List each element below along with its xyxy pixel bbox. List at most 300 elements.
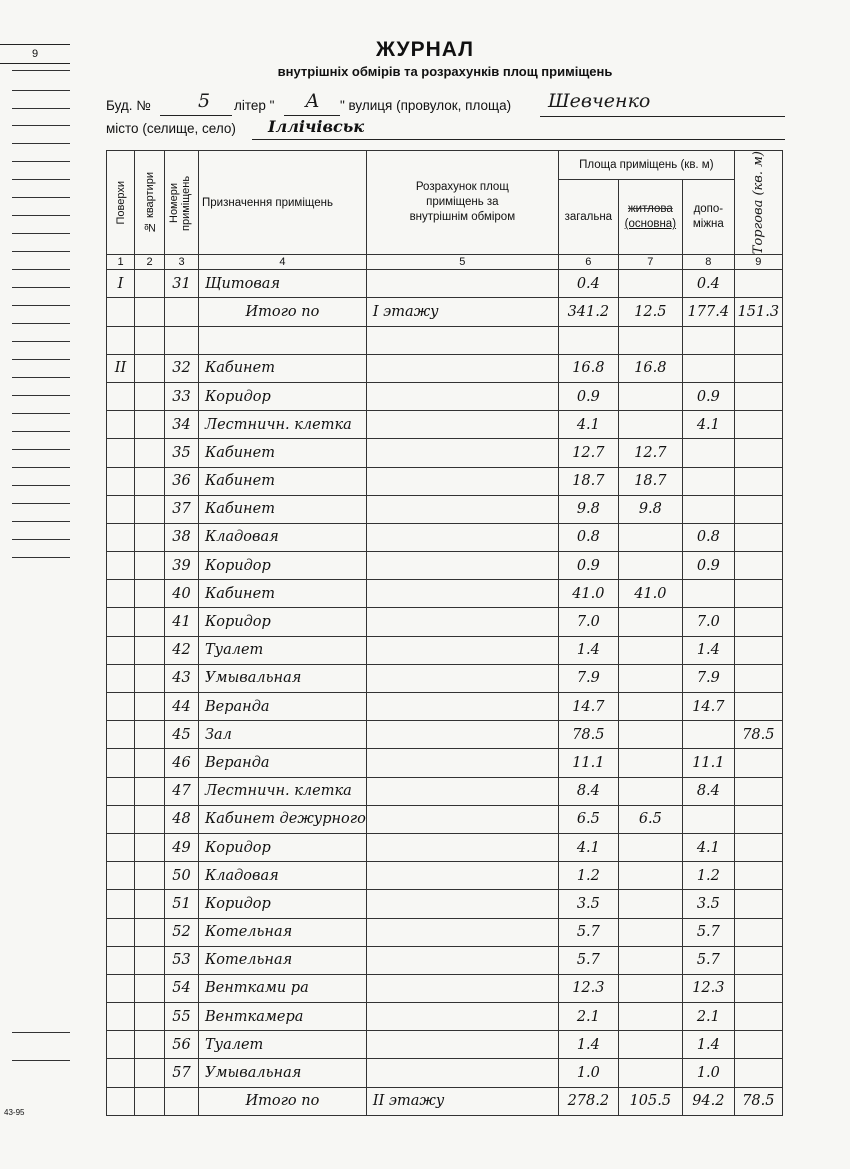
room-number-cell: 52 bbox=[165, 918, 199, 946]
auxiliary-area-cell bbox=[682, 805, 734, 833]
purpose-cell bbox=[199, 326, 367, 354]
apartment-cell bbox=[135, 918, 165, 946]
table-row bbox=[107, 523, 783, 551]
calculation-cell bbox=[366, 552, 558, 580]
trade-area-cell bbox=[734, 467, 782, 495]
apartment-cell bbox=[135, 298, 165, 326]
auxiliary-area-cell: 5.7 bbox=[682, 918, 734, 946]
table-row bbox=[107, 1003, 783, 1031]
apartment-cell bbox=[135, 1031, 165, 1059]
table-row bbox=[107, 833, 783, 861]
calculation-cell bbox=[366, 354, 558, 382]
col-purpose: Призначення приміщень bbox=[199, 151, 367, 255]
apartment-cell bbox=[135, 721, 165, 749]
purpose-cell: Вентками ра bbox=[199, 974, 367, 1002]
column-number: 6 bbox=[558, 255, 618, 270]
auxiliary-area-cell: 5.7 bbox=[682, 946, 734, 974]
total-area-cell: 2.1 bbox=[558, 1003, 618, 1031]
trade-area-cell bbox=[734, 664, 782, 692]
floor-cell bbox=[107, 298, 135, 326]
total-area-cell: 14.7 bbox=[558, 693, 618, 721]
page-number: 9 bbox=[0, 44, 70, 64]
calculation-cell bbox=[366, 918, 558, 946]
living-area-cell bbox=[618, 777, 682, 805]
apartment-cell bbox=[135, 693, 165, 721]
floor-cell bbox=[107, 749, 135, 777]
subtotal-row bbox=[107, 1087, 783, 1115]
purpose-cell: Умывальная bbox=[199, 664, 367, 692]
total-area-cell: 11.1 bbox=[558, 749, 618, 777]
apartment-cell bbox=[135, 805, 165, 833]
purpose-cell: Коридор bbox=[199, 890, 367, 918]
purpose-cell: Кабинет bbox=[199, 439, 367, 467]
auxiliary-area-cell bbox=[682, 439, 734, 467]
auxiliary-area-cell: 1.2 bbox=[682, 862, 734, 890]
trade-area-cell bbox=[734, 439, 782, 467]
apartment-cell bbox=[135, 1087, 165, 1115]
room-number-cell: 33 bbox=[165, 382, 199, 410]
room-number-cell bbox=[165, 298, 199, 326]
trade-area-cell bbox=[734, 1003, 782, 1031]
column-number: 3 bbox=[165, 255, 199, 270]
calculation-cell bbox=[366, 608, 558, 636]
trade-area-cell bbox=[734, 523, 782, 551]
table-row bbox=[107, 326, 783, 354]
total-area-cell: 41.0 bbox=[558, 580, 618, 608]
calculation-cell bbox=[366, 1059, 558, 1087]
purpose-cell: Коридор bbox=[199, 833, 367, 861]
room-number-cell: 49 bbox=[165, 833, 199, 861]
street-value: Шевченко bbox=[548, 90, 651, 112]
floor-cell bbox=[107, 721, 135, 749]
table-row bbox=[107, 354, 783, 382]
room-number-cell: 39 bbox=[165, 552, 199, 580]
floor-cell bbox=[107, 382, 135, 410]
floor-cell bbox=[107, 805, 135, 833]
living-area-cell: 12.7 bbox=[618, 439, 682, 467]
liter-value: А bbox=[305, 90, 320, 112]
trade-area-cell bbox=[734, 890, 782, 918]
apartment-cell bbox=[135, 354, 165, 382]
table-row bbox=[107, 382, 783, 410]
total-area-cell: 12.7 bbox=[558, 439, 618, 467]
living-area-cell bbox=[618, 918, 682, 946]
table-row bbox=[107, 636, 783, 664]
apartment-cell bbox=[135, 382, 165, 410]
trade-area-cell bbox=[734, 552, 782, 580]
apartment-cell bbox=[135, 608, 165, 636]
auxiliary-area-cell: 94.2 bbox=[682, 1087, 734, 1115]
living-area-cell: 18.7 bbox=[618, 467, 682, 495]
col-floors: Поверхи bbox=[107, 151, 135, 255]
living-area-cell: 9.8 bbox=[618, 495, 682, 523]
living-area-cell bbox=[618, 1059, 682, 1087]
auxiliary-area-cell: 7.0 bbox=[682, 608, 734, 636]
purpose-cell: Итого по bbox=[199, 1087, 367, 1115]
page-title: ЖУРНАЛ bbox=[376, 38, 474, 61]
table-row bbox=[107, 693, 783, 721]
calculation-cell bbox=[366, 523, 558, 551]
calculation-cell: I этажу bbox=[366, 298, 558, 326]
auxiliary-area-cell: 1.0 bbox=[682, 1059, 734, 1087]
bud-value: 5 bbox=[197, 90, 211, 112]
floor-cell bbox=[107, 439, 135, 467]
living-area-cell bbox=[618, 552, 682, 580]
calculation-cell bbox=[366, 833, 558, 861]
calculation-cell bbox=[366, 805, 558, 833]
calculation-cell bbox=[366, 382, 558, 410]
auxiliary-area-cell: 177.4 bbox=[682, 298, 734, 326]
living-area-cell bbox=[618, 1003, 682, 1031]
table-row bbox=[107, 608, 783, 636]
living-area-cell bbox=[618, 693, 682, 721]
apartment-cell bbox=[135, 777, 165, 805]
calculation-cell bbox=[366, 664, 558, 692]
table-row bbox=[107, 439, 783, 467]
purpose-cell: Умывальная bbox=[199, 1059, 367, 1087]
auxiliary-area-cell: 4.1 bbox=[682, 833, 734, 861]
floor-cell bbox=[107, 974, 135, 1002]
purpose-cell: Коридор bbox=[199, 608, 367, 636]
purpose-cell: Зал bbox=[199, 721, 367, 749]
rooms-table bbox=[106, 150, 783, 1116]
trade-area-cell bbox=[734, 777, 782, 805]
trade-area-cell bbox=[734, 946, 782, 974]
trade-area-cell bbox=[734, 1031, 782, 1059]
table-row bbox=[107, 805, 783, 833]
floor-cell bbox=[107, 946, 135, 974]
living-area-cell bbox=[618, 890, 682, 918]
trade-area-cell bbox=[734, 382, 782, 410]
room-number-cell: 37 bbox=[165, 495, 199, 523]
room-number-cell bbox=[165, 1087, 199, 1115]
living-area-cell bbox=[618, 636, 682, 664]
floor-cell bbox=[107, 833, 135, 861]
trade-area-cell bbox=[734, 326, 782, 354]
apartment-cell bbox=[135, 664, 165, 692]
trade-area-cell: 78.5 bbox=[734, 721, 782, 749]
living-area-cell: 12.5 bbox=[618, 298, 682, 326]
auxiliary-area-cell: 2.1 bbox=[682, 1003, 734, 1031]
trade-area-cell bbox=[734, 862, 782, 890]
calculation-cell bbox=[366, 1031, 558, 1059]
total-area-cell: 5.7 bbox=[558, 946, 618, 974]
room-number-cell: 41 bbox=[165, 608, 199, 636]
trade-area-cell bbox=[734, 918, 782, 946]
auxiliary-area-cell: 0.9 bbox=[682, 382, 734, 410]
col-apartment: № квартири bbox=[135, 151, 165, 255]
purpose-cell: Туалет bbox=[199, 636, 367, 664]
total-area-cell: 1.0 bbox=[558, 1059, 618, 1087]
room-number-cell bbox=[165, 326, 199, 354]
purpose-cell: Коридор bbox=[199, 552, 367, 580]
floor-cell bbox=[107, 1059, 135, 1087]
calculation-cell bbox=[366, 777, 558, 805]
floor-cell: II bbox=[107, 354, 135, 382]
total-area-cell: 8.4 bbox=[558, 777, 618, 805]
floor-cell bbox=[107, 326, 135, 354]
apartment-cell bbox=[135, 636, 165, 664]
living-area-cell: 16.8 bbox=[618, 354, 682, 382]
apartment-cell bbox=[135, 411, 165, 439]
purpose-cell: Коридор bbox=[199, 382, 367, 410]
trade-area-cell bbox=[734, 580, 782, 608]
room-number-cell: 31 bbox=[165, 270, 199, 298]
trade-area-cell: 78.5 bbox=[734, 1087, 782, 1115]
table-row bbox=[107, 580, 783, 608]
living-area-cell: 41.0 bbox=[618, 580, 682, 608]
living-area-cell bbox=[618, 608, 682, 636]
purpose-cell: Кабинет дежурного bbox=[199, 805, 367, 833]
floor-cell bbox=[107, 552, 135, 580]
calculation-cell bbox=[366, 1003, 558, 1031]
floor-cell bbox=[107, 580, 135, 608]
floor-cell bbox=[107, 523, 135, 551]
auxiliary-area-cell: 0.8 bbox=[682, 523, 734, 551]
auxiliary-area-cell bbox=[682, 467, 734, 495]
auxiliary-area-cell: 8.4 bbox=[682, 777, 734, 805]
total-area-cell: 1.4 bbox=[558, 1031, 618, 1059]
total-area-cell: 78.5 bbox=[558, 721, 618, 749]
total-area-cell: 0.9 bbox=[558, 382, 618, 410]
table-row bbox=[107, 946, 783, 974]
auxiliary-area-cell: 0.4 bbox=[682, 270, 734, 298]
living-area-cell bbox=[618, 270, 682, 298]
city-label: місто (селище, село) bbox=[106, 121, 236, 136]
calculation-cell bbox=[366, 270, 558, 298]
table-row bbox=[107, 1059, 783, 1087]
living-area-cell bbox=[618, 974, 682, 1002]
column-number: 5 bbox=[366, 255, 558, 270]
floor-cell bbox=[107, 890, 135, 918]
auxiliary-area-cell: 0.9 bbox=[682, 552, 734, 580]
floor-cell bbox=[107, 862, 135, 890]
living-area-cell bbox=[618, 1031, 682, 1059]
purpose-cell: Котельная bbox=[199, 918, 367, 946]
trade-area-cell bbox=[734, 354, 782, 382]
purpose-cell: Щитовая bbox=[199, 270, 367, 298]
living-area-cell bbox=[618, 326, 682, 354]
column-number: 9 bbox=[734, 255, 782, 270]
apartment-cell bbox=[135, 523, 165, 551]
auxiliary-area-cell: 1.4 bbox=[682, 1031, 734, 1059]
purpose-cell: Итого по bbox=[199, 298, 367, 326]
room-number-cell: 51 bbox=[165, 890, 199, 918]
calculation-cell bbox=[366, 411, 558, 439]
city-value: Іллічівськ bbox=[268, 117, 365, 136]
column-number: 7 bbox=[618, 255, 682, 270]
column-number: 1 bbox=[107, 255, 135, 270]
auxiliary-area-cell bbox=[682, 580, 734, 608]
column-number: 4 bbox=[199, 255, 367, 270]
col-calculation: Розрахунок площ приміщень за внутрішнім обміром bbox=[366, 151, 558, 255]
total-area-cell: 0.4 bbox=[558, 270, 618, 298]
total-area-cell: 7.0 bbox=[558, 608, 618, 636]
room-number-cell: 44 bbox=[165, 693, 199, 721]
apartment-cell bbox=[135, 1059, 165, 1087]
table-row bbox=[107, 467, 783, 495]
purpose-cell: Кабинет bbox=[199, 354, 367, 382]
floor-cell bbox=[107, 1003, 135, 1031]
calculation-cell bbox=[366, 439, 558, 467]
table-row bbox=[107, 777, 783, 805]
total-area-cell: 16.8 bbox=[558, 354, 618, 382]
living-area-cell bbox=[618, 946, 682, 974]
table-row bbox=[107, 411, 783, 439]
floor-cell bbox=[107, 918, 135, 946]
purpose-cell: Котельная bbox=[199, 946, 367, 974]
floor-cell bbox=[107, 664, 135, 692]
col-area-group: Площа приміщень (кв. м) bbox=[558, 151, 734, 180]
room-number-cell: 40 bbox=[165, 580, 199, 608]
auxiliary-area-cell: 1.4 bbox=[682, 636, 734, 664]
col-trade: Торгова (кв. м) bbox=[734, 151, 782, 255]
street-label: " вулиця (провулок, площа) bbox=[340, 98, 512, 113]
trade-area-cell bbox=[734, 749, 782, 777]
apartment-cell bbox=[135, 467, 165, 495]
room-number-cell: 53 bbox=[165, 946, 199, 974]
total-area-cell: 341.2 bbox=[558, 298, 618, 326]
total-area-cell: 1.2 bbox=[558, 862, 618, 890]
col-auxiliary: допо-міжна bbox=[682, 180, 734, 255]
table-row bbox=[107, 862, 783, 890]
room-number-cell: 55 bbox=[165, 1003, 199, 1031]
purpose-cell: Кладовая bbox=[199, 523, 367, 551]
floor-cell bbox=[107, 495, 135, 523]
purpose-cell: Кладовая bbox=[199, 862, 367, 890]
auxiliary-area-cell bbox=[682, 495, 734, 523]
living-area-cell bbox=[618, 833, 682, 861]
calculation-cell bbox=[366, 974, 558, 1002]
living-area-cell: 6.5 bbox=[618, 805, 682, 833]
auxiliary-area-cell: 14.7 bbox=[682, 693, 734, 721]
apartment-cell bbox=[135, 890, 165, 918]
room-number-cell: 48 bbox=[165, 805, 199, 833]
purpose-cell: Венткамера bbox=[199, 1003, 367, 1031]
column-number: 8 bbox=[682, 255, 734, 270]
table-row bbox=[107, 918, 783, 946]
floor-cell bbox=[107, 693, 135, 721]
total-area-cell: 0.9 bbox=[558, 552, 618, 580]
total-area-cell: 1.4 bbox=[558, 636, 618, 664]
apartment-cell bbox=[135, 833, 165, 861]
living-area-cell bbox=[618, 721, 682, 749]
purpose-cell: Лестничн. клетка bbox=[199, 777, 367, 805]
calculation-cell bbox=[366, 326, 558, 354]
table-row bbox=[107, 495, 783, 523]
table-row bbox=[107, 552, 783, 580]
table-row bbox=[107, 270, 783, 298]
room-number-cell: 43 bbox=[165, 664, 199, 692]
table-row bbox=[107, 721, 783, 749]
room-number-cell: 32 bbox=[165, 354, 199, 382]
auxiliary-area-cell: 4.1 bbox=[682, 411, 734, 439]
room-number-cell: 38 bbox=[165, 523, 199, 551]
living-area-cell bbox=[618, 382, 682, 410]
auxiliary-area-cell bbox=[682, 721, 734, 749]
purpose-cell: Кабинет bbox=[199, 467, 367, 495]
floor-cell bbox=[107, 411, 135, 439]
total-area-cell: 7.9 bbox=[558, 664, 618, 692]
auxiliary-area-cell: 3.5 bbox=[682, 890, 734, 918]
apartment-cell bbox=[135, 974, 165, 1002]
trade-area-cell bbox=[734, 974, 782, 1002]
auxiliary-area-cell bbox=[682, 354, 734, 382]
trade-area-cell bbox=[734, 636, 782, 664]
total-area-cell: 12.3 bbox=[558, 974, 618, 1002]
table-row bbox=[107, 664, 783, 692]
table-row bbox=[107, 890, 783, 918]
auxiliary-area-cell: 11.1 bbox=[682, 749, 734, 777]
auxiliary-area-cell: 7.9 bbox=[682, 664, 734, 692]
room-number-cell: 42 bbox=[165, 636, 199, 664]
apartment-cell bbox=[135, 946, 165, 974]
apartment-cell bbox=[135, 862, 165, 890]
col-room-numbers: Номери приміщень bbox=[165, 151, 199, 255]
room-number-cell: 45 bbox=[165, 721, 199, 749]
apartment-cell bbox=[135, 1003, 165, 1031]
apartment-cell bbox=[135, 749, 165, 777]
total-area-cell: 278.2 bbox=[558, 1087, 618, 1115]
total-area-cell: 18.7 bbox=[558, 467, 618, 495]
living-area-cell: 105.5 bbox=[618, 1087, 682, 1115]
purpose-cell: Кабинет bbox=[199, 495, 367, 523]
room-number-cell: 47 bbox=[165, 777, 199, 805]
purpose-cell: Веранда bbox=[199, 693, 367, 721]
floor-cell bbox=[107, 1087, 135, 1115]
purpose-cell: Веранда bbox=[199, 749, 367, 777]
apartment-cell bbox=[135, 580, 165, 608]
trade-area-cell bbox=[734, 1059, 782, 1087]
apartment-cell bbox=[135, 552, 165, 580]
calculation-cell bbox=[366, 721, 558, 749]
apartment-cell bbox=[135, 495, 165, 523]
floor-cell bbox=[107, 467, 135, 495]
total-area-cell: 4.1 bbox=[558, 411, 618, 439]
floor-cell bbox=[107, 1031, 135, 1059]
trade-area-cell bbox=[734, 833, 782, 861]
auxiliary-area-cell bbox=[682, 326, 734, 354]
room-number-cell: 46 bbox=[165, 749, 199, 777]
trade-area-cell bbox=[734, 693, 782, 721]
living-area-cell bbox=[618, 411, 682, 439]
room-number-cell: 34 bbox=[165, 411, 199, 439]
total-area-cell bbox=[558, 326, 618, 354]
auxiliary-area-cell: 12.3 bbox=[682, 974, 734, 1002]
total-area-cell: 0.8 bbox=[558, 523, 618, 551]
apartment-cell bbox=[135, 439, 165, 467]
living-area-cell bbox=[618, 862, 682, 890]
column-number: 2 bbox=[135, 255, 165, 270]
table-row bbox=[107, 1031, 783, 1059]
calculation-cell bbox=[366, 636, 558, 664]
table-row bbox=[107, 749, 783, 777]
living-area-cell bbox=[618, 749, 682, 777]
trade-area-cell bbox=[734, 411, 782, 439]
calculation-cell bbox=[366, 946, 558, 974]
trade-area-cell bbox=[734, 805, 782, 833]
room-number-cell: 54 bbox=[165, 974, 199, 1002]
total-area-cell: 3.5 bbox=[558, 890, 618, 918]
calculation-cell bbox=[366, 580, 558, 608]
calculation-cell bbox=[366, 467, 558, 495]
calculation-cell bbox=[366, 495, 558, 523]
col-living: житлова (основна) bbox=[618, 180, 682, 255]
living-area-cell bbox=[618, 523, 682, 551]
purpose-cell: Кабинет bbox=[199, 580, 367, 608]
total-area-cell: 4.1 bbox=[558, 833, 618, 861]
calculation-cell: II этажу bbox=[366, 1087, 558, 1115]
